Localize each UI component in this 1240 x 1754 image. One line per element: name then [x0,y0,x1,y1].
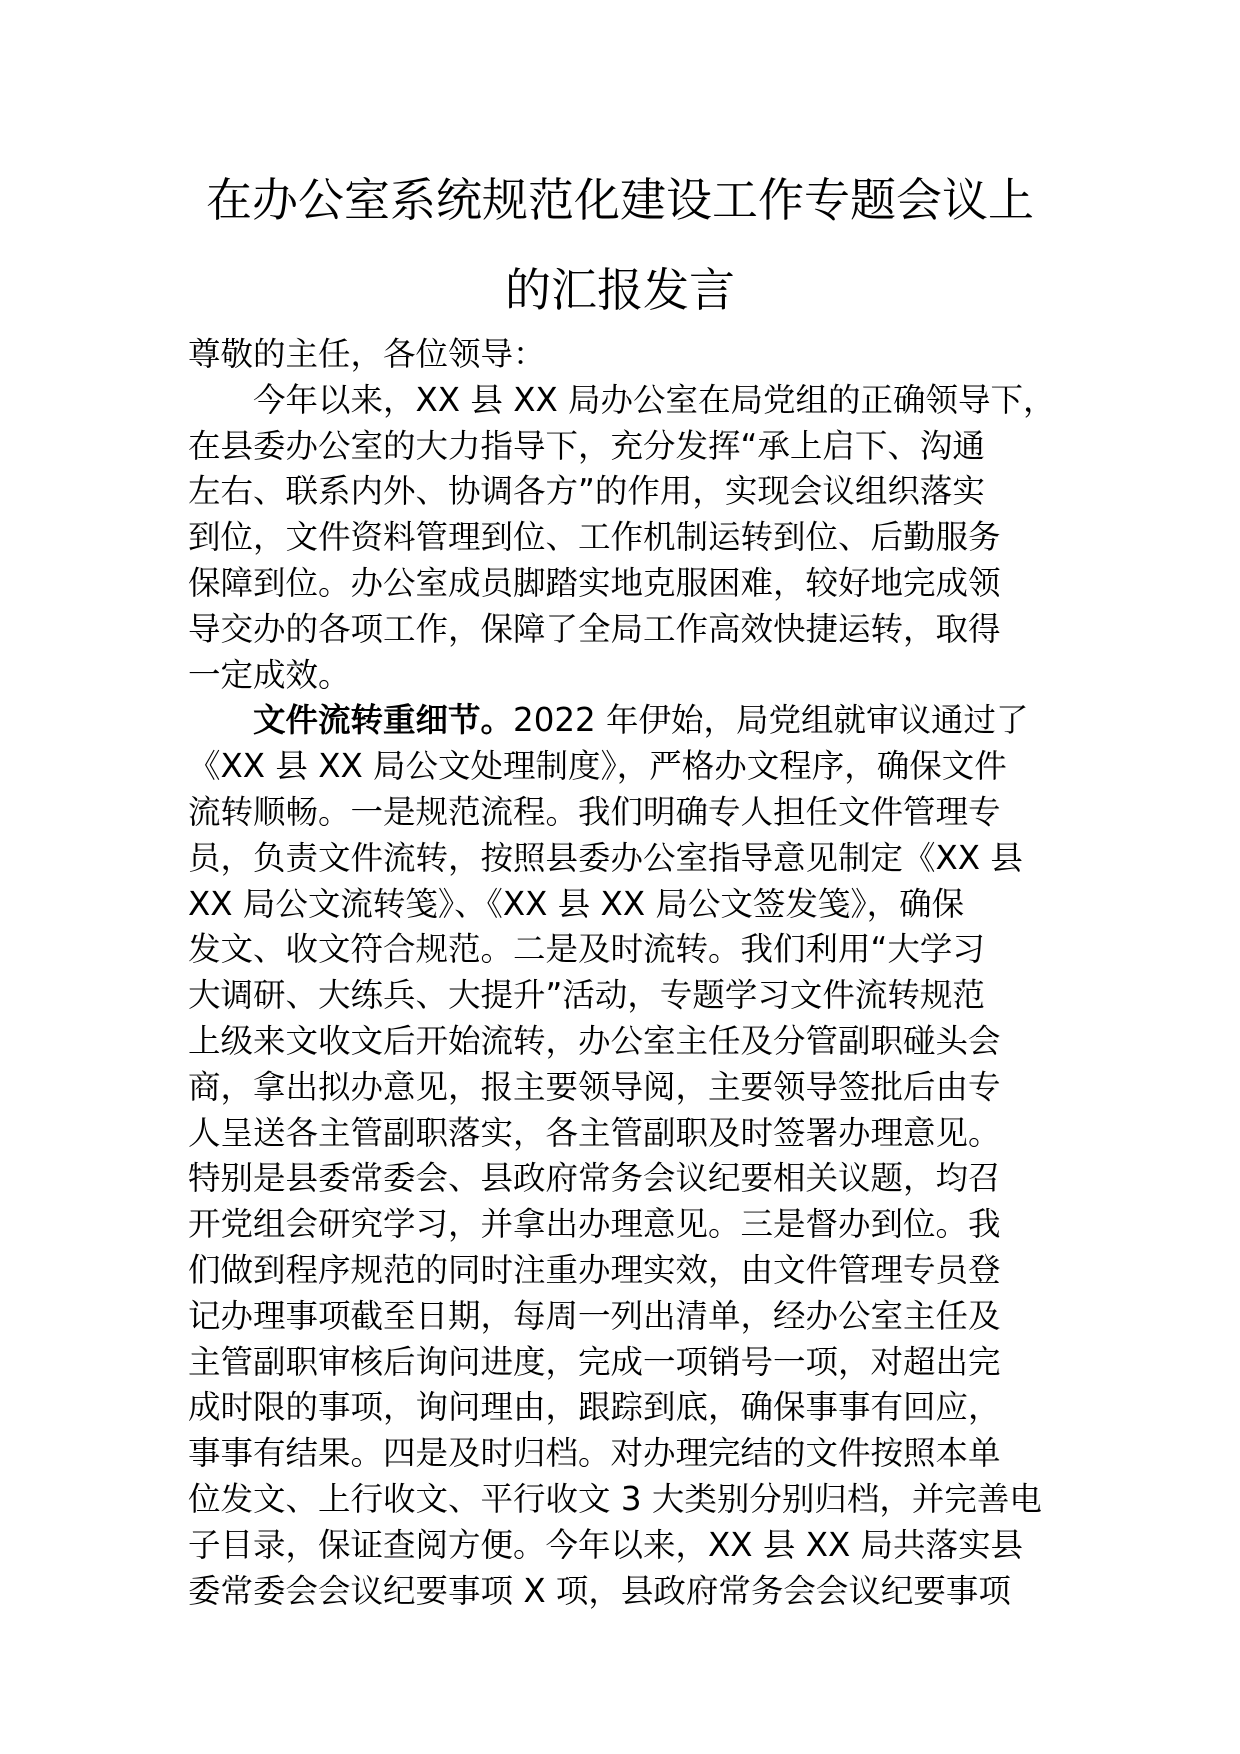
section-lead-text: 2022 年伊始，局党组就审议通过了 [513,701,1029,740]
paragraph-line: 流转顺畅。一是规范流程。我们明确专人担任文件管理专 [188,792,1001,831]
paragraph-line: 商，拿出拟办意见，报主要领导阅，主要领导签批后由专 [188,1067,1001,1106]
paragraph-line: 位发文、上行收文、平行收文 3 大类别分别归档，并完善电 [188,1479,1042,1518]
paragraph-line: 左右、联系内外、协调各方”的作用，实现会议组织落实 [188,472,985,511]
document-title-line-2: 的汇报发言 [505,263,735,317]
paragraph-line: 大调研、大练兵、大提升”活动，专题学习文件流转规范 [188,976,985,1015]
paragraph-line: 一定成效。 [188,655,351,694]
paragraph-line: 导交办的各项工作，保障了全局工作高效快捷运转，取得 [188,609,1001,648]
paragraph-line: 委常委会会议纪要事项 X 项，县政府常务会会议纪要事项 [188,1571,1011,1610]
paragraph-line: 保障到位。办公室成员脚踏实地克服困难，较好地完成领 [188,563,1001,602]
paragraph-line: 成时限的事项，询问理由，跟踪到底，确保事事有回应， [188,1388,1001,1427]
salutation: 尊敬的主任，各位领导： [188,335,546,373]
paragraph-line: 记办理事项截至日期，每周一列出清单，经办公室主任及 [188,1296,1001,1335]
paragraph-line: 在县委办公室的大力指导下，充分发挥“承上启下、沟通 [188,426,985,465]
paragraph-line: 开党组会研究学习，并拿出办理意见。三是督办到位。我 [188,1205,1001,1244]
paragraph-line: 上级来文收文后开始流转，办公室主任及分管副职碰头会 [188,1021,1001,1060]
paragraph-line-with-heading [188,698,1068,744]
paragraph-line: 发文、收文符合规范。二是及时流转。我们利用“大学习 [188,930,985,969]
paragraph-line: XX 局公文流转笺》、《XX 县 XX 局公文签发笺》，确保 [188,884,965,923]
document-body [188,332,1068,1614]
paragraph-line: 特别是县委常委会、县政府常务会议纪要相关议题，均召 [188,1159,1001,1198]
paragraph-line: 《XX 县 XX 局公文处理制度》，严格办文程序，确保文件 [188,747,1007,786]
paragraph-line: 们做到程序规范的同时注重办理实效，由文件管理专员登 [188,1250,1001,1289]
paragraph-line: 人呈送各主管副职落实，各主管副职及时签署办理意见。 [188,1113,1001,1152]
paragraph-line: 到位，文件资料管理到位、工作机制运转到位、后勤服务 [188,518,1001,557]
document-title-line-1: 在办公室系统规范化建设工作专题会议上 [206,173,1034,227]
paragraph-line: 员，负责文件流转，按照县委办公室指导意见制定《XX 县 [188,838,1023,877]
paragraph-line: 主管副职审核后询问进度，完成一项销号一项，对超出完 [188,1342,1001,1381]
paragraph-line: 子目录，保证查阅方便。今年以来，XX 县 XX 局共落实县 [188,1525,1024,1564]
paragraph-line: 事事有结果。四是及时归档。对办理完结的文件按照本单 [188,1434,1001,1473]
section-lead-heading: 文件流转重细节。 [253,701,514,740]
paragraph-line: 今年以来，XX 县 XX 局办公室在局党组的正确领导下， [253,380,1056,419]
